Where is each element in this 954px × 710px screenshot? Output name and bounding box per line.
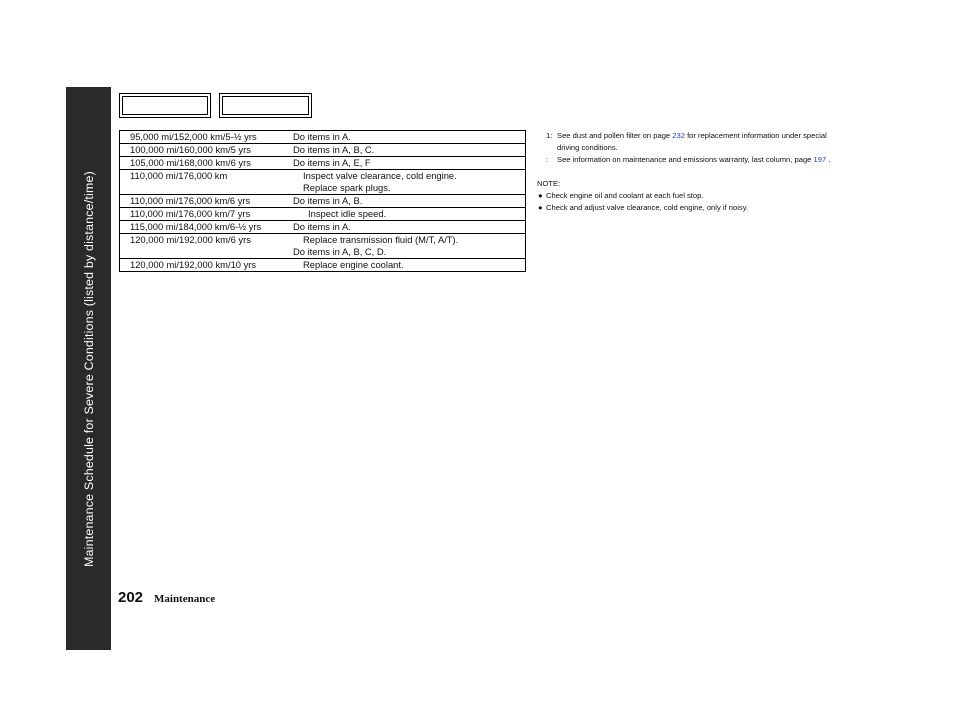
notes-panel (537, 130, 837, 214)
schedule-interval: 110,000 mi/176,000 km (120, 170, 294, 195)
schedule-interval: 95,000 mi/152,000 km/5-½ yrs (120, 131, 294, 144)
schedule-action: Replace transmission fluid (M/T, A/T). (303, 234, 459, 245)
note-bullet-text: Check and adjust valve clearance, cold engine, only if noisy. (546, 203, 749, 212)
footnote (537, 130, 837, 154)
note-bullet-list (537, 190, 837, 214)
page-section-title: Maintenance (154, 593, 216, 605)
schedule-actions (293, 221, 526, 234)
schedule-row (120, 234, 526, 259)
schedule-row (120, 221, 526, 234)
maintenance-schedule-table (119, 130, 526, 272)
footnote-text: See dust and pollen filter on page (557, 131, 671, 140)
schedule-interval: 105,000 mi/168,000 km/6 yrs (120, 157, 294, 170)
page-reference-link[interactable]: 197 (813, 155, 827, 164)
footnote-list (537, 130, 837, 166)
note-bullet-text: Check engine oil and coolant at each fuel stop. (546, 191, 704, 200)
schedule-interval: 120,000 mi/192,000 km/10 yrs (120, 259, 294, 272)
schedule-actions (293, 131, 526, 144)
schedule-actions (293, 170, 526, 195)
schedule-interval: 100,000 mi/160,000 km/5 yrs (120, 144, 294, 157)
footnote-mark: 1: (546, 131, 553, 140)
header-tab-box-1 (119, 93, 211, 118)
schedule-actions (293, 208, 526, 221)
schedule-row (120, 144, 526, 157)
schedule-action: Replace engine coolant. (303, 259, 404, 270)
side-title: Maintenance Schedule for Severe Conditions (listed by distance/time) (81, 170, 96, 567)
schedule-action: Do items in A, B, C, D. (293, 246, 387, 257)
note-bullet (537, 202, 837, 214)
schedule-action: Inspect valve clearance, cold engine. (303, 170, 457, 181)
page-reference-link[interactable]: 232 (672, 131, 685, 140)
schedule-interval: 120,000 mi/192,000 km/6 yrs (120, 234, 294, 259)
schedule-action: Do items in A. (293, 131, 351, 142)
schedule-action: Inspect idle speed. (308, 208, 387, 219)
schedule-row (120, 170, 526, 195)
schedule-actions (293, 195, 526, 208)
schedule-action: Replace spark plugs. (303, 182, 391, 193)
side-title-container (66, 87, 111, 650)
footnote-text: See information on maintenance and emissions warranty, last column, page (557, 155, 812, 164)
schedule-actions (293, 157, 526, 170)
schedule-action: Do items in A. (293, 221, 351, 232)
schedule-interval: 110,000 mi/176,000 km/6 yrs (120, 195, 294, 208)
schedule-row (120, 157, 526, 170)
schedule-row (120, 131, 526, 144)
footnote (537, 154, 837, 166)
note-bullet (537, 190, 837, 202)
header-tab-box-2 (219, 93, 312, 118)
footnote-text-tail: . (826, 155, 831, 164)
schedule-actions (293, 144, 526, 157)
bullet-icon: ● (538, 203, 543, 212)
schedule-action: Do items in A, B. (293, 195, 363, 206)
schedule-body (120, 131, 526, 272)
schedule-interval: 115,000 mi/184,000 km/6-½ yrs (120, 221, 294, 234)
schedule-actions (293, 259, 526, 272)
schedule-actions (293, 234, 526, 259)
schedule-action: Do items in A, E, F (293, 157, 371, 168)
schedule-action: Do items in A, B, C. (293, 144, 375, 155)
bullet-icon: ● (538, 191, 543, 200)
schedule-row (120, 259, 526, 272)
schedule-interval: 110,000 mi/176,000 km/7 yrs (120, 208, 294, 221)
schedule-row (120, 208, 526, 221)
footnote-text-tail: for replacement information under special driving conditions. (557, 131, 827, 152)
schedule-row (120, 195, 526, 208)
note-label: NOTE: (537, 179, 561, 188)
page-number: 202 (118, 589, 144, 606)
footnote-mark: : (546, 155, 549, 164)
